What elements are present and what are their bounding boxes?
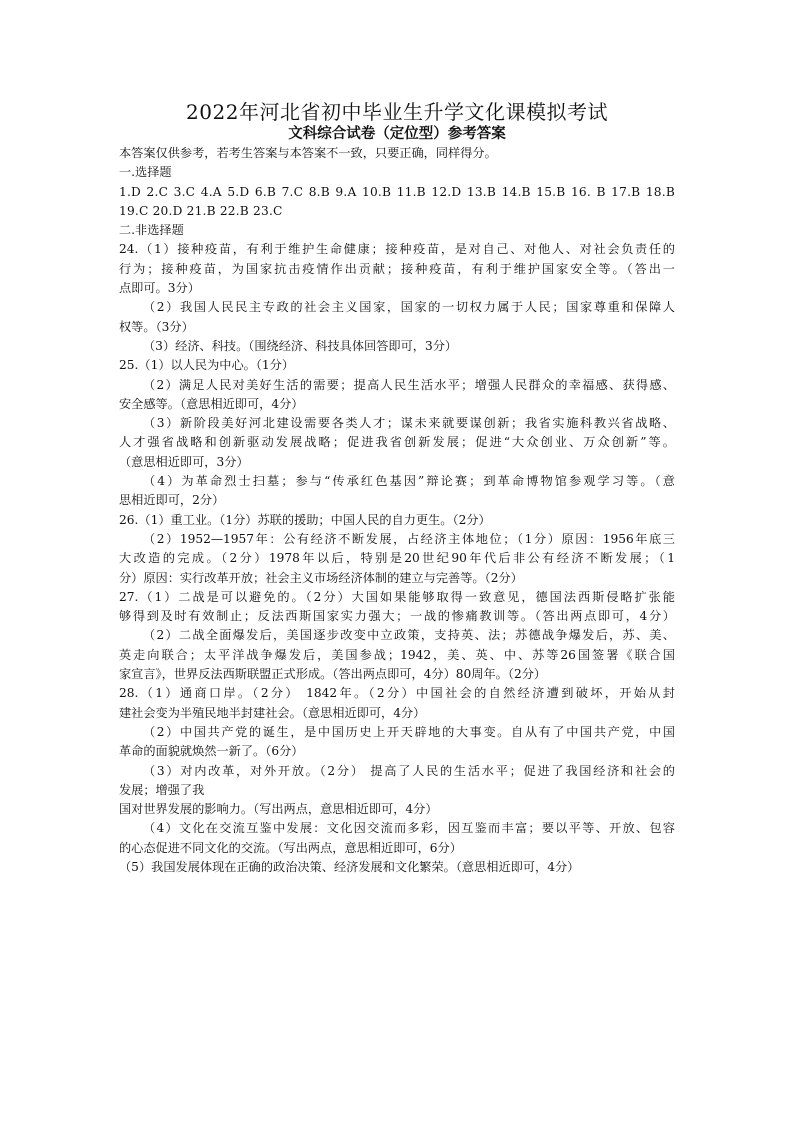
answer-line: （3）对内改革，对外开放。（2分） 提高了人民的生活水平；促进了我国经济和社会的 xyxy=(143,763,675,778)
answer-line: 够得到及时有效制止；反法西斯国家实力强大；一战的惨痛教训等。（答出两点即可，4分） xyxy=(119,609,675,624)
answer-line: 分）原因：实行改革开放；社会主义市场经济体制的建立与完善等。（2分） xyxy=(119,570,523,585)
answer-line: （3）新阶段美好河北建设需要各类人才；谋未来就要谋创新；我省实施科教兴省战略、 xyxy=(143,416,675,431)
document-body xyxy=(119,144,675,877)
answer-line: （2）我国人民民主专政的社会主义国家，国家的一切权力属于人民；国家尊重和保障人 xyxy=(143,300,675,315)
answer-line: 的心态促进不同文化的交流。（写出两点，意思相近即可，6分） xyxy=(119,840,462,855)
answer-line: 英走向联合；太平洋战争爆发后，美国参战；1942，美、英、中、苏等26国签署《联合国 xyxy=(119,647,675,662)
page-title: 2022年河北省初中毕业生升学文化课模拟考试 xyxy=(186,100,608,124)
answer-line: （2）二战全面爆发后，美国逐步改变中立政策，支持英、法；苏德战争爆发后，苏、美、 xyxy=(143,628,675,643)
answer-line: （2）满足人民对美好生活的需要；提高人民生活水平；增强人民群众的幸福感、获得感、 xyxy=(143,377,675,392)
answer-line: 26.（1）重工业。（1分）苏联的援助；中国人民的自力更生。（2分） xyxy=(119,512,491,527)
answer-line: 24.（1）接种疫苗，有利于维护生命健康；接种疫苗，是对自己、对他人、对社会负责任的 xyxy=(119,242,675,257)
section-heading-nonchoice: 二.非选择题 xyxy=(119,223,184,238)
answer-line: （2）中国共产党的诞生，是中国历史上开天辟地的大事变。自从有了中国共产党，中国 xyxy=(143,724,675,739)
answer-line: （2）1952—1957年：公有经济不断发展，占经济主体地位；（1分）原因：1956年底三 xyxy=(143,531,675,546)
answer-line: 点即可。3分） xyxy=(119,281,200,296)
answer-line: 思相近即可，2分） xyxy=(119,493,225,508)
answer-line: 权等。（3分） xyxy=(119,319,194,334)
choice-answers-line: 19.C 20.D 21.B 22.B 23.C xyxy=(119,203,283,218)
answer-line: 发展；增强了我 xyxy=(119,782,205,797)
answer-line: （意思相近即可，3分） xyxy=(119,454,249,469)
answer-line: 27.（1）二战是可以避免的。（2分）大国如果能够取得一致意见，德国法西斯侵略扩张能 xyxy=(119,589,675,604)
answer-note: 本答案仅供参考，若考生答案与本答案不一致，只要正确，同样得分。 xyxy=(119,146,497,160)
answer-line: 25.（1）以人民为中心。（1分） xyxy=(119,358,295,373)
answer-line: （4）为革命烈士扫墓；参与“传承红色基因”辩论赛；到革命博物馆参观学习等。（意 xyxy=(143,474,675,489)
section-heading-choice: 一.选择题 xyxy=(119,165,172,180)
choice-answers-line: 1.D 2.C 3.C 4.A 5.D 6.B 7.C 8.B 9.A 10.B 11.B 12.D 13.B 14.B 15.B 16. B 17.B 18.B xyxy=(119,184,675,199)
answer-line: 行为；接种疫苗，为国家抗击疫情作出贡献；接种疫苗，有利于维护国家安全等。（答出一 xyxy=(119,261,675,276)
answer-line: 人才强省战略和创新驱动发展战略；促进我省创新发展；促进“大众创业、万众创新”等。 xyxy=(119,435,675,450)
answer-line: 国对世界发展的影响力。（写出两点，意思相近即可，4分） xyxy=(119,802,438,817)
answer-line: 28.（1）通商口岸。（2分） 1842年。（2分）中国社会的自然经济遭到破坏，开始从封 xyxy=(119,686,675,701)
answer-line: （3）经济、科技。（围绕经济、科技具体回答即可，3分） xyxy=(143,338,458,353)
answer-line: 家宣言》，世界反法西斯联盟正式形成。（答出两点即可，4分）80周年。（2分） xyxy=(119,667,547,682)
page-subtitle: 文科综合试卷（定位型）参考答案 xyxy=(288,125,506,142)
answer-line: 大改造的完成。（2分）1978年以后，特别是20世纪90年代后非公有经济不断发展；（1 xyxy=(119,551,675,566)
answer-line: 建社会变为半殖民地半封建社会。（意思相近即可，4分） xyxy=(119,705,426,720)
answer-line: 安全感等。（意思相近即可，4分） xyxy=(119,396,304,411)
answer-line: 革命的面貌就焕然一新了。（6分） xyxy=(119,744,304,759)
answer-line: （5）我国发展体现在正确的政治决策、经济发展和文化繁荣。（意思相近即可，4分） xyxy=(119,859,580,874)
answer-line: （4）文化在交流互鉴中发展：文化因交流而多彩，因互鉴而丰富；要以平等、开放、包容 xyxy=(143,821,675,836)
